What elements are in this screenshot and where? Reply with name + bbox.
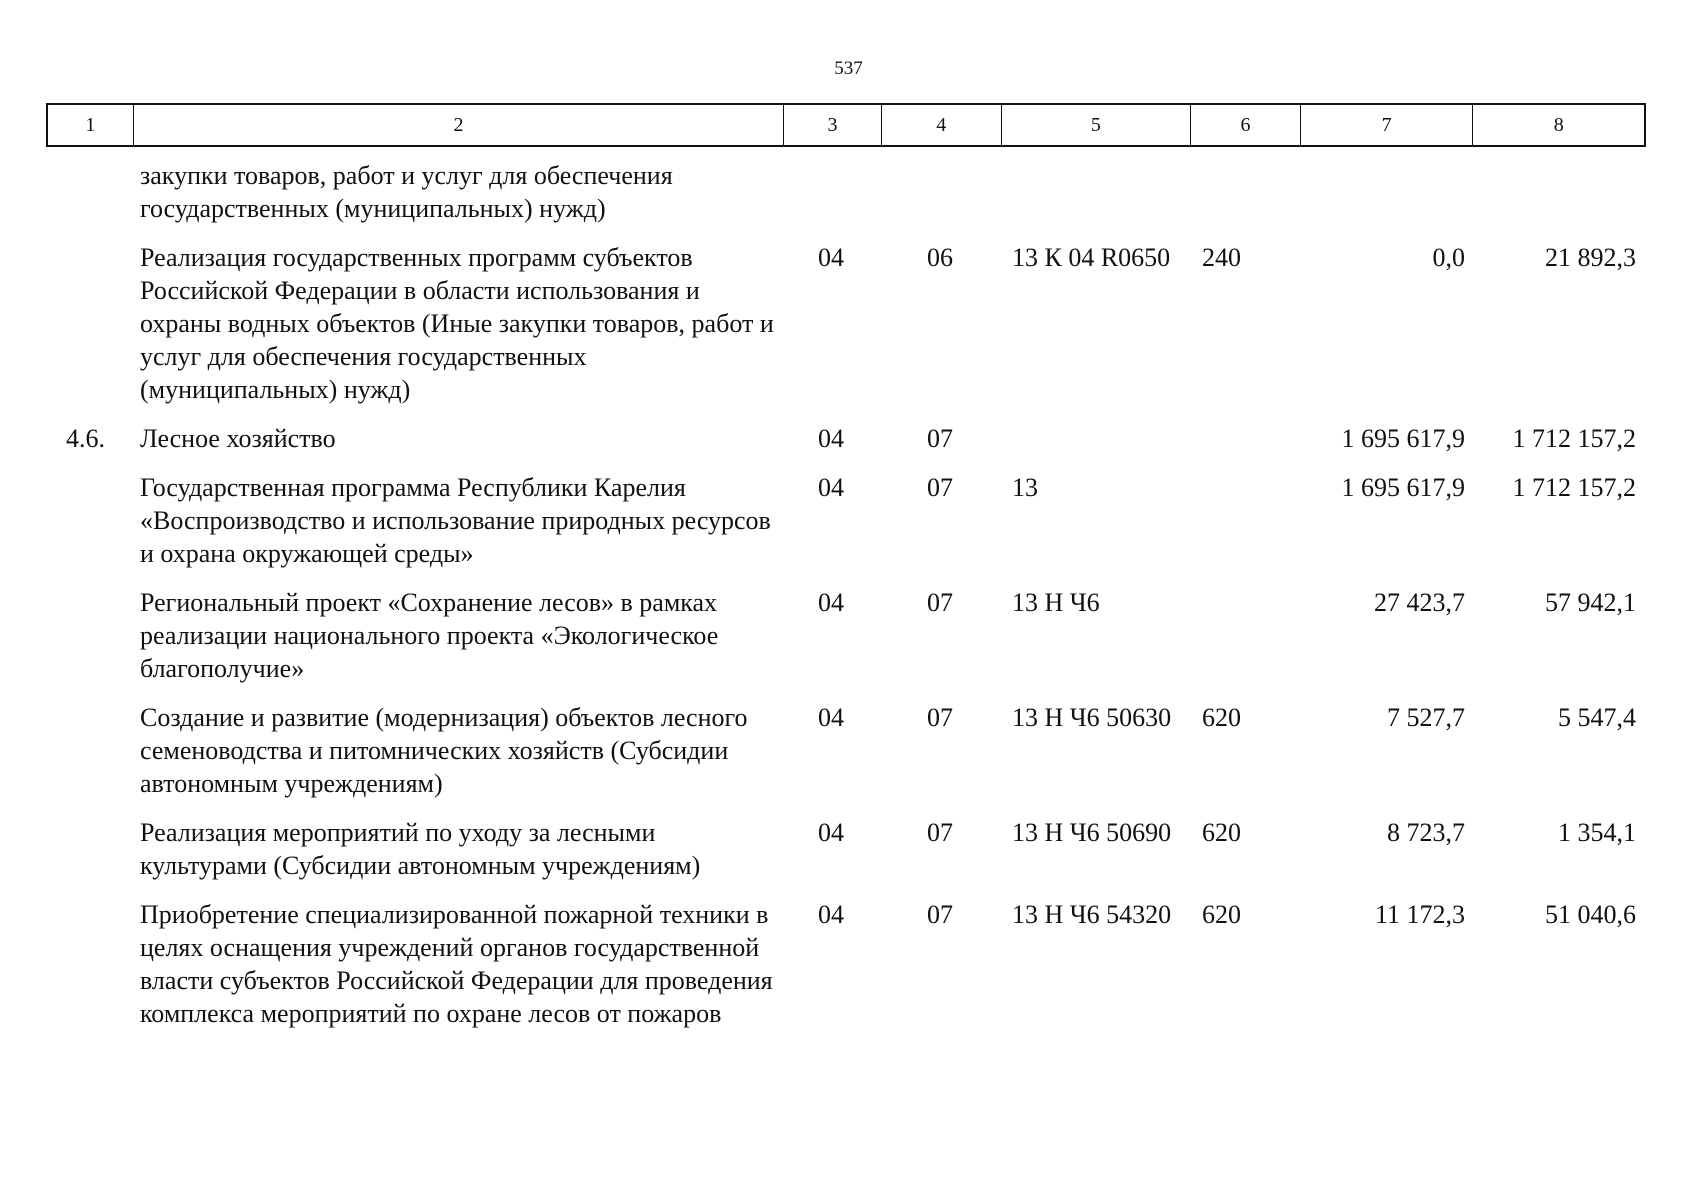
header-col-7: 7 <box>1301 105 1474 145</box>
page-number: 537 <box>834 58 863 79</box>
header-col-4: 4 <box>882 105 1002 145</box>
header-col-8: 8 <box>1553 113 1564 136</box>
row-sum-2: 57 942,1 <box>1545 588 1636 617</box>
row-name: Региональный проект «Сохранение лесов» в рамках реализации национального проекта «Экологическое благополучие» <box>140 588 719 683</box>
row-name: закупки товаров, работ и услуг для обеспечения государственных (муниципальных) нужд) <box>140 161 673 223</box>
row-csr: 13 Н Ч6 54320 <box>1012 900 1172 929</box>
row-pr: 07 <box>927 588 953 617</box>
row-csr: 13 Н Ч6 <box>1012 588 1100 617</box>
table-row <box>46 701 1646 800</box>
row-rz: 04 <box>818 818 844 847</box>
row-sum-1: 1 695 617,9 <box>1341 473 1465 502</box>
table-body <box>46 159 1646 1046</box>
row-sum-2: 1 712 157,2 <box>1512 424 1636 453</box>
row-pr: 07 <box>927 818 953 847</box>
header-col-5: 5 <box>1002 105 1192 145</box>
table-header <box>46 103 1646 147</box>
row-rz: 04 <box>818 243 844 272</box>
table-row <box>46 241 1646 406</box>
row-number: 4.6. <box>66 424 105 453</box>
row-vr: 620 <box>1202 703 1241 732</box>
row-name: Приобретение специализированной пожарной техники в целях оснащения учреждений органов государственной власти субъектов Российской Федерации для проведения комплекса мероприятий по охране лесов от пожаров <box>140 900 773 1028</box>
table-row <box>46 159 1646 225</box>
row-pr: 07 <box>927 473 953 502</box>
row-csr: 13 Н Ч6 50630 <box>1012 703 1172 732</box>
row-sum-1: 0,0 <box>1432 243 1465 272</box>
table-row <box>46 816 1646 882</box>
row-name: Реализация мероприятий по уходу за лесными культурами (Субсидии автономным учреждениям) <box>140 818 701 880</box>
row-name: Государственная программа Республики Карелия «Воспроизводство и использование природных ресурсов и охрана окружающей среды» <box>140 473 771 568</box>
row-sum-2: 1 712 157,2 <box>1512 473 1636 502</box>
row-pr: 07 <box>927 703 953 732</box>
table-row <box>46 898 1646 1030</box>
row-vr: 240 <box>1202 243 1241 272</box>
row-sum-2: 1 354,1 <box>1558 818 1636 847</box>
header-col-3: 3 <box>784 105 882 145</box>
row-name: Создание и развитие (модернизация) объектов лесного семеноводства и питомнических хозяйств (Субсидии автономным учреждениям) <box>140 703 748 798</box>
header-col-6: 6 <box>1191 105 1301 145</box>
row-csr: 13 Н Ч6 50690 <box>1012 818 1172 847</box>
row-sum-1: 8 723,7 <box>1387 818 1465 847</box>
row-vr: 620 <box>1202 900 1241 929</box>
header-col-1: 1 <box>48 105 134 145</box>
row-sum-2: 5 547,4 <box>1558 703 1636 732</box>
row-sum-1: 7 527,7 <box>1387 703 1465 732</box>
row-pr: 07 <box>927 424 953 453</box>
row-sum-1: 11 172,3 <box>1374 900 1465 929</box>
row-csr: 13 К 04 R0650 <box>1012 243 1171 272</box>
row-sum-2: 21 892,3 <box>1545 243 1636 272</box>
table-row <box>46 471 1646 570</box>
row-vr: 620 <box>1202 818 1241 847</box>
header-col-2: 2 <box>134 105 784 145</box>
row-pr: 06 <box>927 243 953 272</box>
row-rz: 04 <box>818 900 844 929</box>
row-name: Реализация государственных программ субъектов Российской Федерации в области использования и охраны водных объектов (Иные закупки товаров, работ и услуг для обеспечения государственных (муниципальных) нужд) <box>140 243 774 404</box>
row-pr: 07 <box>927 900 953 929</box>
row-name: Лесное хозяйство <box>140 424 336 453</box>
row-rz: 04 <box>818 703 844 732</box>
row-rz: 04 <box>818 424 844 453</box>
table-row <box>46 586 1646 685</box>
table-row <box>46 422 1646 455</box>
row-sum-2: 51 040,6 <box>1545 900 1636 929</box>
row-rz: 04 <box>818 588 844 617</box>
row-sum-1: 27 423,7 <box>1374 588 1465 617</box>
row-rz: 04 <box>818 473 844 502</box>
row-sum-1: 1 695 617,9 <box>1341 424 1465 453</box>
row-csr: 13 <box>1012 473 1038 502</box>
